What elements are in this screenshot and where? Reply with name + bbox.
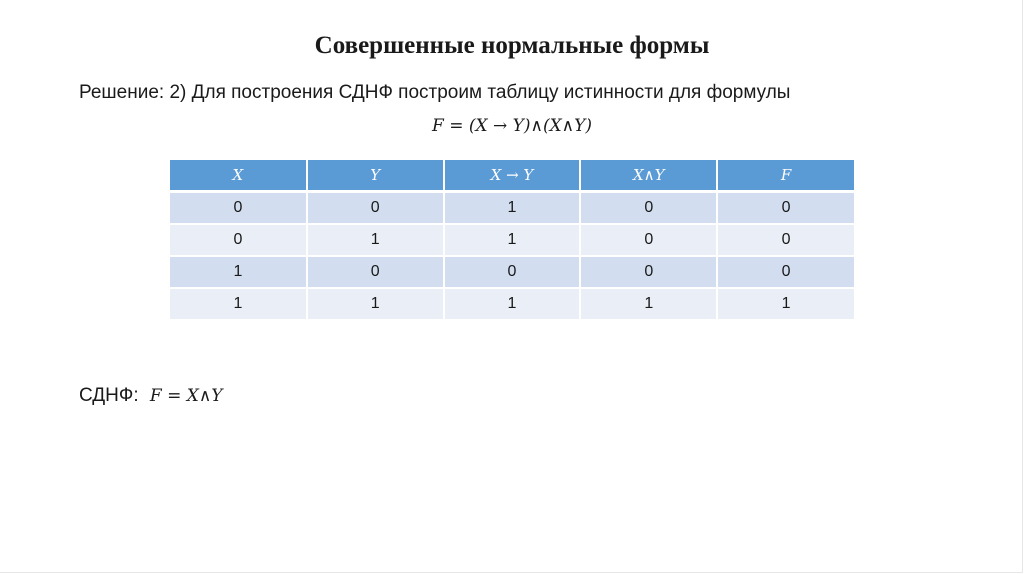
table-cell: 0 <box>717 256 854 288</box>
table-row <box>170 224 854 256</box>
header-cell-y: Y <box>307 160 444 192</box>
intro-text: Решение: 2) Для построения СДНФ построим таблицу истинности для формулы <box>79 82 791 103</box>
table-cell: 1 <box>717 288 854 320</box>
table-cell: 0 <box>580 256 717 288</box>
table-cell: 0 <box>307 192 444 225</box>
table-cell: 0 <box>444 256 581 288</box>
table-cell: 0 <box>170 224 307 256</box>
table-row <box>170 288 854 320</box>
sdnf-label: СДНФ: <box>79 385 139 406</box>
slide-title: Совершенные нормальные формы <box>314 32 710 59</box>
header-cell-conjunction: X∧Y <box>580 160 717 192</box>
table-cell: 0 <box>170 192 307 225</box>
table-header-row <box>170 160 854 192</box>
table-cell: 0 <box>580 192 717 225</box>
table-cell: 0 <box>717 224 854 256</box>
table-cell: 0 <box>717 192 854 225</box>
sdnf-result <box>79 385 223 407</box>
table-cell: 1 <box>580 288 717 320</box>
table-cell: 0 <box>307 256 444 288</box>
table-cell: 1 <box>170 288 307 320</box>
header-cell-x: X <box>170 160 307 192</box>
table-row <box>170 256 854 288</box>
table-cell: 1 <box>444 192 581 225</box>
sdnf-formula: F = X∧Y <box>149 386 223 406</box>
table-cell: 1 <box>444 288 581 320</box>
table-cell: 1 <box>170 256 307 288</box>
truth-table <box>170 160 854 321</box>
table-cell: 1 <box>307 224 444 256</box>
table-cell: 1 <box>444 224 581 256</box>
formula: F = (X → Y)∧(X∧Y) <box>432 116 592 136</box>
table-cell: 0 <box>580 224 717 256</box>
table-row <box>170 192 854 225</box>
header-cell-implication: X → Y <box>444 160 581 192</box>
header-cell-f: F <box>717 160 854 192</box>
table-cell: 1 <box>307 288 444 320</box>
